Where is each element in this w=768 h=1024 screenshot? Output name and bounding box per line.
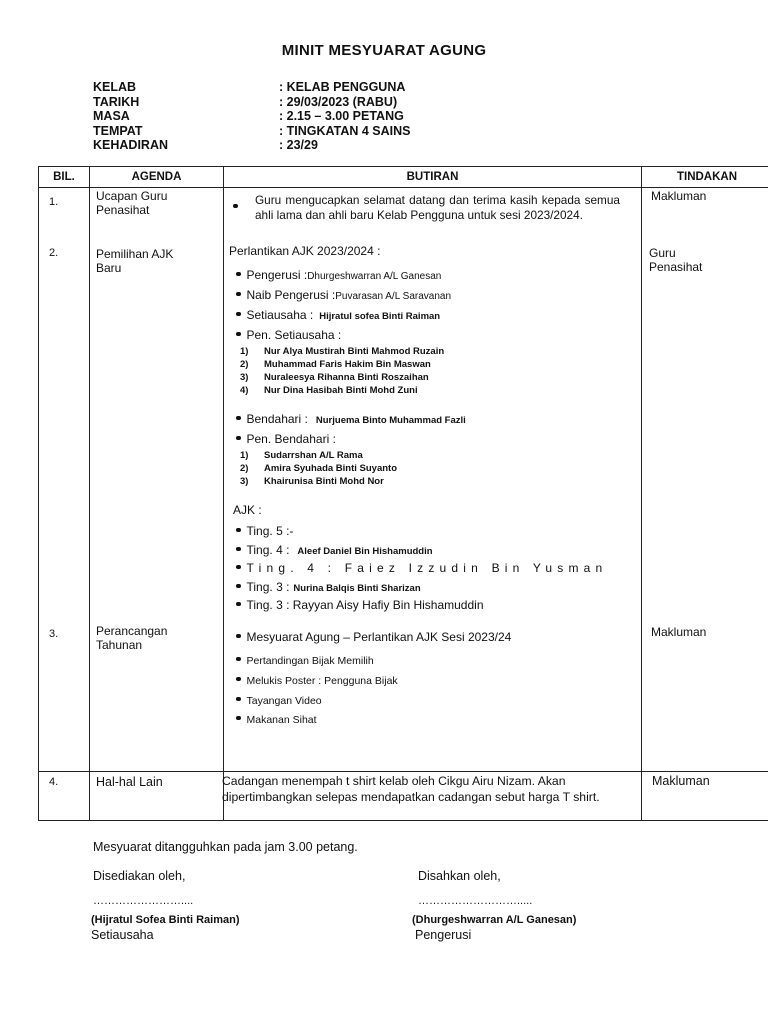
list-item: 4) Nur Dina Hasibah Binti Mohd Zuni xyxy=(240,385,418,396)
table-row-4 xyxy=(39,772,768,821)
bullet-icon xyxy=(236,697,241,702)
agenda-1: Ucapan Guru Penasihat xyxy=(96,189,168,217)
info-row-attendance xyxy=(93,138,410,153)
action-2: Guru Penasihat xyxy=(649,246,703,274)
ajk-label: AJK : xyxy=(233,503,262,517)
list-item: 2) Muhammad Faris Hakim Bin Maswan xyxy=(240,359,431,370)
role-label: Pen. Bendahari : xyxy=(246,432,336,446)
role-name: Hijratul sofea Binti Raiman xyxy=(319,311,441,322)
tindakan-cell xyxy=(642,188,768,772)
table-header-row xyxy=(39,167,768,188)
info-label: MASA xyxy=(93,109,130,123)
plan-item: Makanan Sihat xyxy=(236,710,317,728)
action-3: Makluman xyxy=(651,625,707,639)
agenda-2: Pemilihan AJK Baru xyxy=(96,247,174,275)
list-item: 2) Amira Syuhada Binti Suyanto xyxy=(240,463,398,474)
bullet-icon xyxy=(236,436,241,441)
ajk-ting3-a: Ting. 3 : Nurina Balqis Binti Sharizan xyxy=(236,578,421,596)
minutes-table xyxy=(38,166,768,821)
role-label: Setiausaha : xyxy=(246,308,314,322)
bullet-icon xyxy=(236,272,241,277)
signature-line-left: …………………….... xyxy=(93,895,194,907)
info-value: : 2.15 – 3.00 PETANG xyxy=(279,109,404,123)
other-matters-text: Cadangan menempah t shirt kelab oleh Cikgu Airu Nizam. Akan dipertimbangkan selepas mendapatkan cadangan sebut harga T shirt. xyxy=(222,774,600,804)
row-number-1: 1. xyxy=(49,196,59,208)
bullet-icon xyxy=(236,602,241,607)
info-label: KELAB xyxy=(93,80,137,94)
info-label: KEHADIRAN xyxy=(93,138,168,152)
document-title: MINIT MESYUARAT AGUNG xyxy=(281,42,487,59)
agenda-cell xyxy=(90,772,224,821)
role-pengerusi xyxy=(236,266,441,284)
agenda-3: Perancangan Tahunan xyxy=(96,624,168,652)
plan-item: Pertandingan Bijak Memilih xyxy=(236,651,374,669)
bullet-icon xyxy=(236,657,241,662)
tindakan-cell xyxy=(642,772,768,821)
info-label: TEMPAT xyxy=(93,123,143,138)
bil-cell xyxy=(39,188,90,772)
plan-item: Melukis Poster : Pengguna Bijak xyxy=(236,671,398,689)
ajk-ting4-a: Ting. 4 : Aleef Daniel Bin Hishamuddin xyxy=(236,541,433,559)
plan-item: Tayangan Video xyxy=(236,691,322,709)
ajk-ting5: Ting. 5 :- xyxy=(236,522,293,540)
signatory-left-name: (Hijratul Sofea Binti Raiman) xyxy=(91,914,240,926)
signatory-right-role: Pengerusi xyxy=(415,928,472,942)
info-row-date xyxy=(93,95,410,110)
bil-cell xyxy=(39,772,90,821)
role-label: Pen. Setiausaha : xyxy=(246,328,342,342)
signatory-left-role: Setiausaha xyxy=(91,928,154,942)
list-item: 1) Sudarrshan A/L Rama xyxy=(240,450,363,461)
header-agenda: AGENDA xyxy=(90,167,224,188)
info-row-time xyxy=(93,109,410,124)
ajk-ting3-b: Ting. 3 : Rayyan Aisy Hafiy Bin Hishamuddin xyxy=(236,596,484,614)
role-setiausaha xyxy=(236,306,440,324)
prepared-by-label: Disediakan oleh, xyxy=(93,869,186,883)
signature-line-right: ………………………..... xyxy=(418,895,533,907)
bullet-icon xyxy=(236,584,241,589)
bullet-icon xyxy=(233,204,238,209)
bullet-icon xyxy=(236,332,241,337)
bullet-icon xyxy=(236,416,241,421)
agenda-4: Hal-hal Lain xyxy=(96,775,163,789)
role-label: Bendahari : xyxy=(246,412,308,426)
bullet-icon xyxy=(236,716,241,721)
header-bil: BIL. xyxy=(39,167,90,188)
info-value: : KELAB PENGGUNA xyxy=(279,80,406,94)
row-number-3: 3. xyxy=(49,628,59,640)
info-value: : TINGKATAN 4 SAINS xyxy=(279,123,411,138)
approved-by-label: Disahkan oleh, xyxy=(418,869,501,883)
row-number-4: 4. xyxy=(49,776,59,788)
role-bendahari xyxy=(236,410,466,428)
bullet-icon xyxy=(236,292,241,297)
list-item: 3) Nuraleesya Rihanna Binti Roszaihan xyxy=(240,372,429,383)
table-row-main xyxy=(39,188,768,772)
role-name: Nurjuema Binto Muhammad Fazli xyxy=(315,415,466,426)
row-number-2: 2. xyxy=(49,247,59,259)
list-item: 1) Nur Alya Mustirah Binti Mahmod Ruzain xyxy=(240,346,445,357)
agenda-cell xyxy=(90,188,224,772)
header-tindakan: TINDAKAN xyxy=(642,167,768,188)
role-naib-pengerusi xyxy=(236,286,451,304)
bullet-icon xyxy=(236,312,241,317)
role-name: Puvarasan A/L Saravanan xyxy=(335,291,452,302)
signatory-right-name: (Dhurgeshwarran A/L Ganesan) xyxy=(412,914,577,926)
list-item: 3) Khairunisa Binti Mohd Nor xyxy=(240,476,384,487)
info-row-club xyxy=(93,80,410,95)
bullet-icon xyxy=(236,677,241,682)
meeting-info xyxy=(93,80,410,153)
header-butiran: BUTIRAN xyxy=(224,167,642,188)
bullet-icon xyxy=(236,528,241,533)
butiran-cell xyxy=(224,772,642,821)
appointment-intro: Perlantikan AJK 2023/2024 : xyxy=(229,244,381,258)
info-label: TARIKH xyxy=(93,94,140,109)
bullet-icon xyxy=(236,547,241,552)
info-row-place xyxy=(93,124,410,139)
info-value: : 23/29 xyxy=(279,138,318,152)
plan-item: Mesyuarat Agung – Perlantikan AJK Sesi 2023/24 xyxy=(236,628,511,646)
role-name: Dhurgeshwarran A/L Ganesan xyxy=(307,271,442,282)
butiran-cell xyxy=(224,188,642,772)
ajk-ting4-b: Ting. 4 : Faiez Izzudin Bin Yusman xyxy=(236,559,607,577)
bullet-icon xyxy=(236,565,241,570)
action-4: Makluman xyxy=(652,774,710,788)
welcome-text: Guru mengucapkan selamat datang dan terima kasih kepada semua ahli lama dan ahli baru Kelab Pengguna untuk sesi 2023/2024. xyxy=(255,193,620,222)
role-label: Naib Pengerusi : xyxy=(246,288,336,302)
info-value: : 29/03/2023 (RABU) xyxy=(279,94,398,109)
action-1: Makluman xyxy=(651,189,707,203)
bullet-icon xyxy=(236,634,241,639)
role-label: Pengerusi : xyxy=(246,268,308,282)
adjourn-text: Mesyuarat ditangguhkan pada jam 3.00 petang. xyxy=(93,840,358,854)
